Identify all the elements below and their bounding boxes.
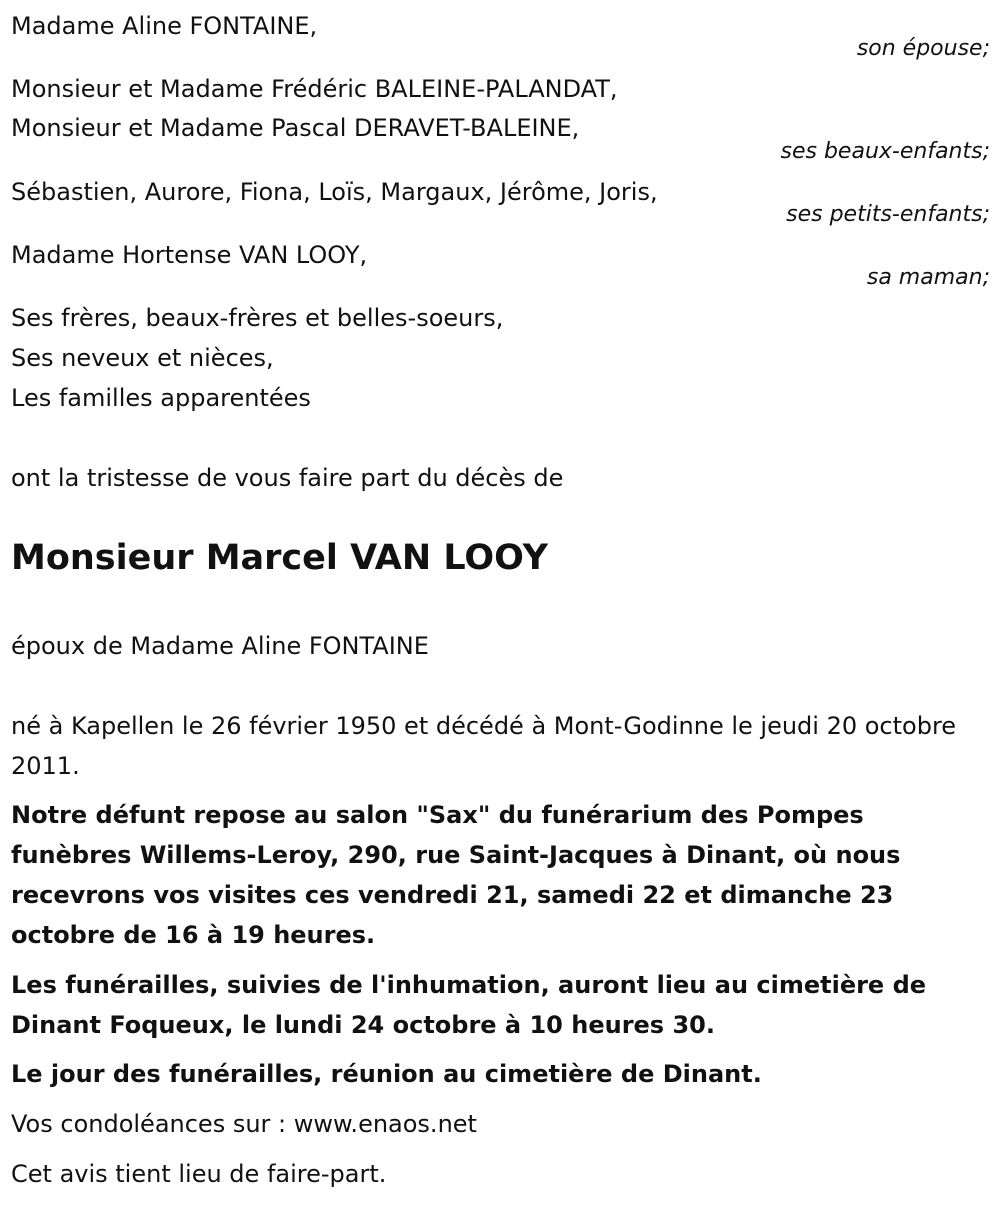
spouse-name: Madame Aline FONTAINE, (11, 12, 318, 40)
funeral-info: Les funérailles, suivies de l'inhumation, auront lieu au cimetière de Dinant Foqueux, le lundi 24 octobre à 10 heures 30. (11, 971, 927, 1039)
birth-death: né à Kapellen le 26 février 1950 et décédé à Mont-Godinne le jeudi 20 octobre 2011. (11, 712, 957, 780)
spouse-of: époux de Madame Aline FONTAINE (11, 632, 429, 660)
announcement: ont la tristesse de vous faire part du décès de (11, 464, 564, 492)
stepchild-1: Monsieur et Madame Frédéric BALEINE-PALANDAT, (11, 75, 618, 103)
mother-name: Madame Hortense VAN LOOY, (11, 241, 368, 269)
notice-info: Cet avis tient lieu de faire-part. (11, 1160, 387, 1188)
meeting-info: Le jour des funérailles, réunion au cimetière de Dinant. (11, 1060, 762, 1088)
grandchildren-relation: ses petits-enfants; (786, 202, 990, 227)
stepchild-2: Monsieur et Madame Pascal DERAVET-BALEINE, (11, 114, 580, 142)
grandchildren: Sébastien, Aurore, Fiona, Loïs, Margaux, Jérôme, Joris, (11, 178, 658, 206)
siblings: Ses frères, beaux-frères et belles-soeurs, (11, 304, 504, 332)
deceased-name: Monsieur Marcel VAN LOOY (11, 538, 549, 578)
nephews: Ses neveux et nièces, (11, 344, 274, 372)
related-families: Les familles apparentées (11, 384, 311, 412)
mother-relation: sa maman; (866, 265, 990, 290)
stepchildren-relation: ses beaux-enfants; (780, 139, 990, 164)
visitation-info: Notre défunt repose au salon "Sax" du funérarium des Pompes funèbres Willems-Leroy, 290, rue Saint-Jacques à Dinant, où nous recevrons vos visites ces vendredi 21, samedi 22 et dimanche 23 octobre de 16 à 19 heures. (11, 801, 901, 949)
spouse-relation: son épouse; (856, 36, 990, 61)
condolences-info: Vos condoléances sur : www.enaos.net (11, 1110, 477, 1138)
